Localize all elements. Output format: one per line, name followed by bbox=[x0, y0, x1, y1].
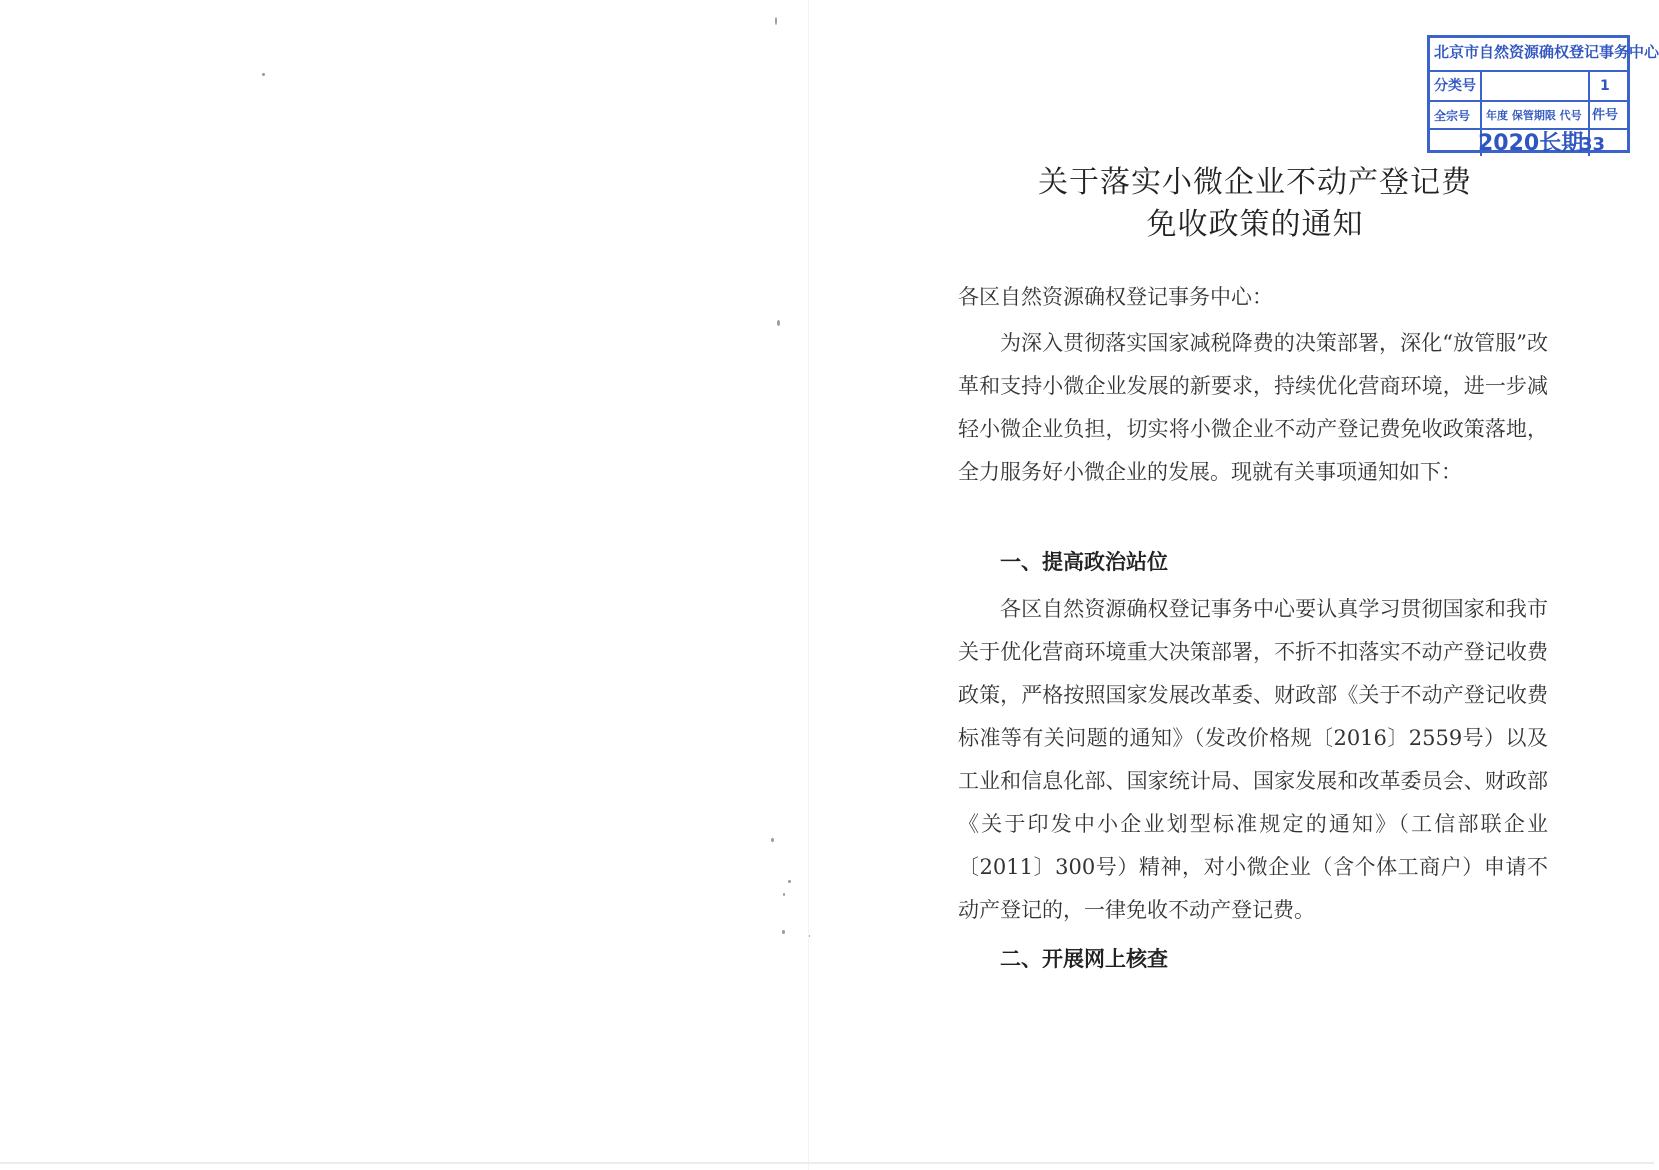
stamp-row-organization bbox=[1430, 38, 1659, 72]
document-addressee: 各区自然资源确权登记事务中心： bbox=[958, 285, 1273, 309]
stamp-item-number: 33 bbox=[1580, 134, 1606, 155]
paragraph-section-1: 各区自然资源确权登记事务中心要认真学习贯彻国家和我市关于优化营商环境重大决策部署，不折不扣落实不动产登记收费政策，严格按照国家发展改革委、财政部《关于不动产登记收费标准等有关问题的通知》（发改价格规〔2016〕2559号）以及工业和信息化部、国家统计局、国家发展和改革委员会、财政部《关于印发中小企业划型标准规定的通知》（工信部联企业〔2011〕300号）精神，对小微企业（含个体工商户）申请不动产登记的，一律免收不动产登记费。 bbox=[958, 597, 1548, 922]
scan-speck bbox=[782, 930, 785, 934]
scan-speck bbox=[775, 17, 777, 25]
scan-speck bbox=[783, 893, 785, 896]
stamp-row-classification bbox=[1430, 72, 1627, 102]
page-bottom-edge bbox=[0, 1162, 1654, 1164]
stamp-year-period: 2020长期 bbox=[1478, 131, 1584, 156]
scan-speck bbox=[777, 320, 780, 326]
stamp-year-term-label: 年度 保管期限 代号 bbox=[1486, 109, 1582, 122]
document-title-line-1: 关于落实小微企业不动产登记费 bbox=[1038, 165, 1472, 200]
section-heading-1: 一、提高政治站位 bbox=[1000, 550, 1168, 574]
document-title-line-2: 免收政策的通知 bbox=[1146, 207, 1364, 242]
scan-speck bbox=[262, 73, 265, 76]
stamp-fonds-label: 全宗号 bbox=[1434, 109, 1471, 123]
stamp-classification-label: 分类号 bbox=[1434, 78, 1476, 94]
stamp-classification-value: 1 bbox=[1600, 78, 1610, 94]
stamp-item-label: 件号 bbox=[1592, 108, 1619, 123]
archive-stamp bbox=[1427, 35, 1659, 156]
scan-speck bbox=[771, 838, 774, 842]
section-heading-2: 二、开展网上核查 bbox=[1000, 947, 1168, 971]
blank-left-page bbox=[0, 0, 810, 1170]
page-fold-line bbox=[808, 0, 809, 1170]
paragraph-intro: 为深入贯彻落实国家减税降费的决策部署，深化“放管服”改革和支持小微企业发展的新要求，持续优化营商环境，进一步减轻小微企业负担，切实将小微企业不动产登记费免收政策落地，全力服务好小微企业的发展。现就有关事项通知如下： bbox=[958, 331, 1548, 484]
scan-speck bbox=[788, 880, 791, 883]
stamp-organization: 北京市自然资源确权登记事务中心 bbox=[1434, 43, 1659, 61]
